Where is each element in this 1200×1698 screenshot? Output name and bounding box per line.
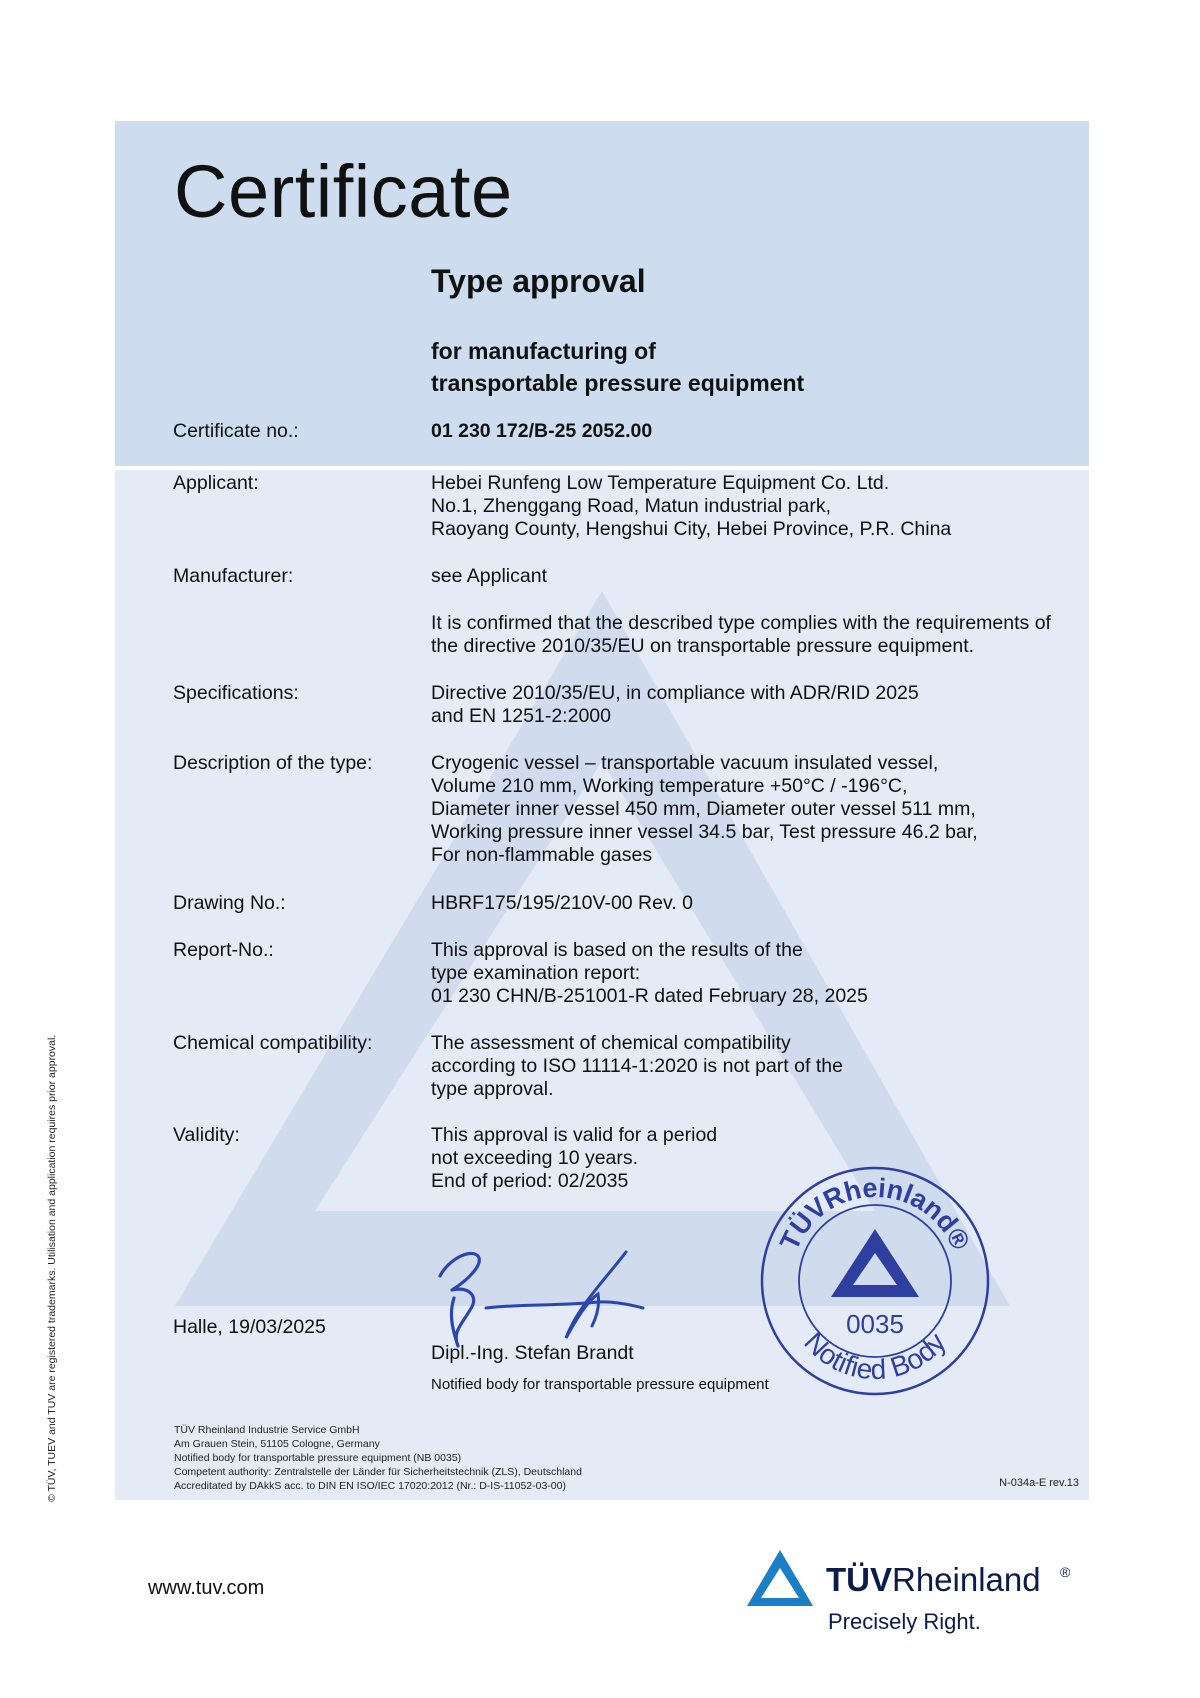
signer-name: Dipl.-Ing. Stefan Brandt [431, 1342, 634, 1364]
validity-line: End of period: 02/2035 [431, 1170, 629, 1192]
scope-line: for manufacturing of [431, 338, 656, 364]
specifications-value [431, 682, 1081, 728]
chemical-line: The assessment of chemical compatibility [431, 1032, 791, 1054]
footer-line: Am Grauen Stein, 51105 Cologne, Germany [174, 1438, 380, 1450]
brand-name-rest: Rheinland [892, 1561, 1041, 1598]
footer-line: Accreditated by DAkkS acc. to DIN EN ISO/IEC 17020:2012 (Nr.: D-IS-11052-03-00) [174, 1480, 566, 1492]
drawing-value [431, 892, 1081, 915]
specifications-label: Specifications: [173, 682, 299, 704]
stamp-bottom-text: Notified Body [798, 1326, 952, 1386]
applicant-value [431, 472, 1081, 541]
place-date: Halle, 19/03/2025 [173, 1316, 326, 1338]
certificate-number-value: 01 230 172/B-25 2052.00 [431, 420, 653, 442]
report-line: 01 230 CHN/B-251001-R dated February 28, 2025 [431, 985, 868, 1007]
description-value [431, 752, 1081, 867]
manufacturer-value [431, 565, 1081, 588]
validity-line: This approval is valid for a period [431, 1124, 718, 1146]
trademark-notice: © TÜV, TUEV and TUV are registered trademarks. Utilisation and application requires prior approval. [46, 1034, 58, 1502]
certificate-number-label: Certificate no.: [173, 420, 299, 442]
signature-icon [428, 1246, 658, 1356]
chemical-value [431, 1032, 1081, 1101]
description-line: For non-flammable gases [431, 844, 653, 866]
applicant-label: Applicant: [173, 472, 259, 494]
description-line: Working pressure inner vessel 34.5 bar, Test pressure 46.2 bar, [431, 821, 978, 843]
brand-registered-mark: ® [1060, 1564, 1071, 1580]
validity-label: Validity: [173, 1124, 240, 1146]
description-line: Volume 210 mm, Working temperature +50°C / -196°C, [431, 775, 908, 797]
brand-name-bold: TÜV [826, 1561, 892, 1598]
footer-line: TÜV Rheinland Industrie Service GmbH [174, 1424, 360, 1436]
applicant-line: Raoyang County, Hengshui City, Hebei Province, P.R. China [431, 518, 952, 540]
issuer-footer [174, 1423, 582, 1493]
applicant-line: No.1, Zhenggang Road, Matun industrial park, [431, 495, 831, 517]
description-label: Description of the type: [173, 752, 373, 774]
certificate-scope [431, 335, 804, 399]
signer-role: Notified body for transportable pressure equipment [431, 1376, 769, 1393]
drawing-label: Drawing No.: [173, 892, 286, 914]
scope-line: transportable pressure equipment [431, 370, 805, 396]
website-link[interactable]: www.tuv.com [148, 1577, 265, 1599]
certificate-panel [115, 121, 1089, 1500]
description-line: Diameter inner vessel 450 mm, Diameter outer vessel 511 mm, [431, 798, 976, 820]
brand-name [826, 1561, 1041, 1599]
certificate-subtitle: Type approval [431, 263, 646, 299]
manufacturer-label: Manufacturer: [173, 565, 294, 587]
manufacturer-line: see Applicant [431, 565, 548, 587]
footer-line: Competent authority: Zentralstelle der Länder für Sicherheitstechnik (ZLS), Deutschland [174, 1466, 582, 1478]
confirmation-line: the directive 2010/35/EU on transportable pressure equipment. [431, 635, 975, 657]
form-id: N-034a-E rev.13 [999, 1477, 1079, 1489]
stamp-number: 0035 [846, 1309, 904, 1339]
certificate-title: Certificate [174, 150, 513, 233]
brand-tagline: Precisely Right. [828, 1609, 981, 1634]
description-line: Cryogenic vessel – transportable vacuum insulated vessel, [431, 752, 939, 774]
tuv-triangle-logo-icon [745, 1548, 815, 1610]
chemical-line: type approval. [431, 1078, 554, 1100]
confirmation-text [431, 612, 1081, 658]
stamp-top-text: TÜVRheinland® [774, 1172, 976, 1255]
validity-line: not exceeding 10 years. [431, 1147, 639, 1169]
report-line: type examination report: [431, 962, 641, 984]
report-value [431, 939, 1081, 1008]
chemical-line: according to ISO 11114-1:2020 is not part of the [431, 1055, 843, 1077]
report-label: Report-No.: [173, 939, 274, 961]
footer-line: Notified body for transportable pressure equipment (NB 0035) [174, 1452, 462, 1464]
notified-body-stamp-icon [755, 1161, 995, 1401]
chemical-label: Chemical compatibility: [173, 1032, 373, 1054]
applicant-line: Hebei Runfeng Low Temperature Equipment Co. Ltd. [431, 472, 890, 494]
confirmation-line: It is confirmed that the described type complies with the requirements of [431, 612, 1051, 634]
specifications-line: Directive 2010/35/EU, in compliance with ADR/RID 2025 [431, 682, 919, 704]
report-line: This approval is based on the results of the [431, 939, 803, 961]
drawing-line: HBRF175/195/210V-00 Rev. 0 [431, 892, 693, 914]
specifications-line: and EN 1251-2:2000 [431, 705, 611, 727]
